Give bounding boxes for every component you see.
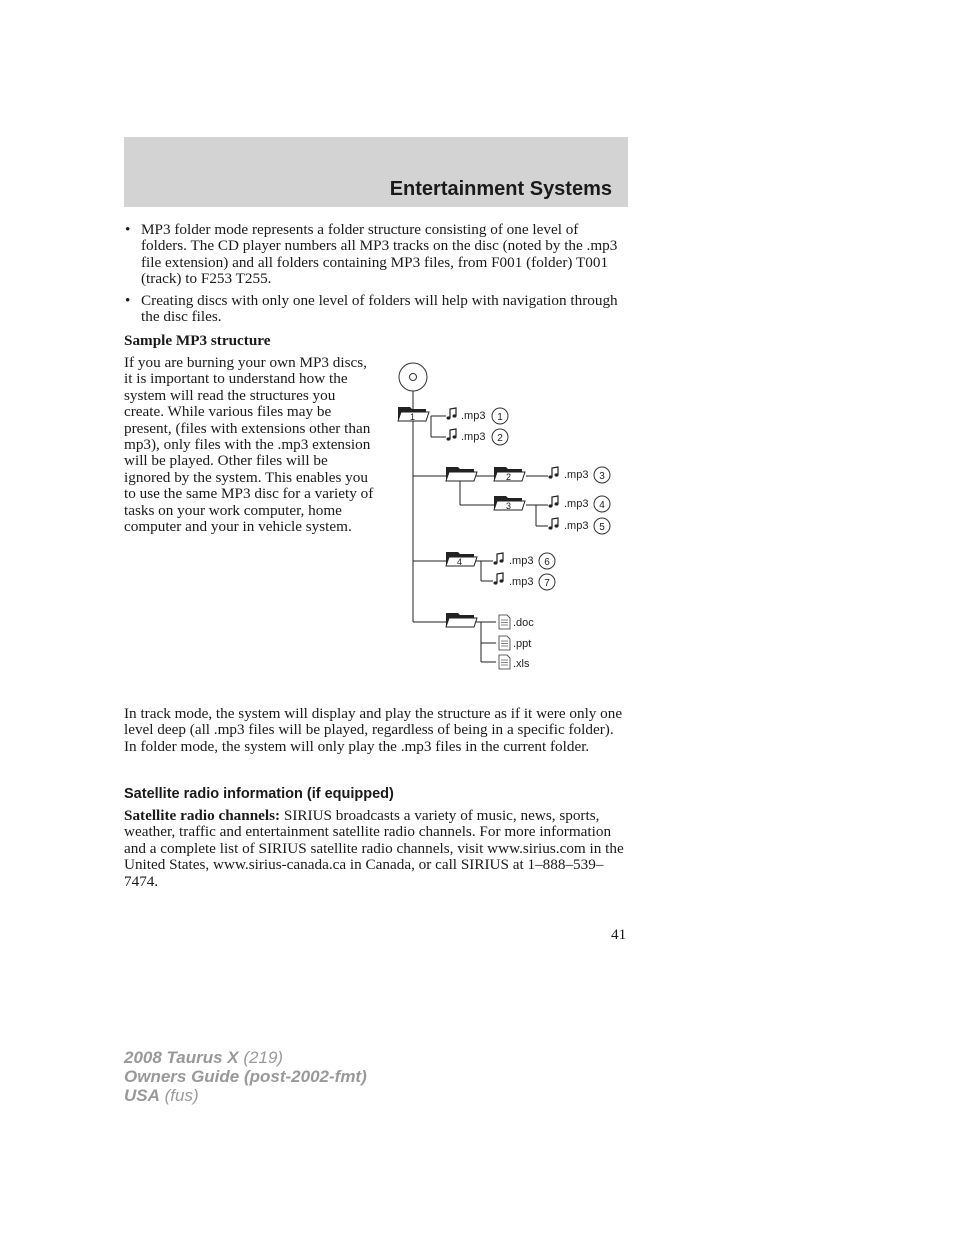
footer-model-code: (219) [238,1048,284,1067]
svg-text:2: 2 [506,472,512,482]
bullet-text: MP3 folder mode represents a folder structure consisting of one level of folders. The CD player numbers all MP3 tracks on the disc (noted by the .mp3 file extension) and all folders containing MP3 files, from F001 (folder) T001 (track) to F253 T255. [141,221,618,288]
folder-icon [446,613,477,627]
svg-text:7: 7 [544,578,550,589]
sample-mp3-heading: Sample MP3 structure [124,332,271,349]
svg-text:6: 6 [544,557,550,568]
xls-file [499,655,530,670]
satellite-paragraph [124,808,628,890]
footer-market: USA [124,1086,160,1105]
svg-text:.xls: .xls [513,658,530,670]
svg-text:.mp3: .mp3 [461,431,486,443]
folder-icon [446,552,477,567]
bullet-marker: • [125,291,131,309]
svg-text:.mp3: .mp3 [509,555,534,567]
doc-file [499,615,534,629]
svg-text:.mp3: .mp3 [509,576,534,588]
satellite-lead: Satellite radio channels: [124,807,281,824]
svg-text:2: 2 [497,433,503,444]
track-mode-paragraph: In track mode, the system will display and play the structure as if it were only one level deep (all .mp3 files will be played, regardless of being in a specific folder). In folder mode, the system will only play the .mp3 files in the current folder. [124,705,623,755]
mp3-file-2 [447,429,509,445]
folder-icon [446,467,477,481]
footer-model: 2008 Taurus X [124,1048,239,1067]
svg-text:.mp3: .mp3 [461,410,486,422]
mp3-file-4 [549,496,611,512]
footer-guide: Owners Guide (post-2002-fmt) [124,1067,367,1086]
svg-text:.doc: .doc [513,617,534,629]
footer-market-code: (fus) [159,1086,199,1105]
bullet-text: Creating discs with only one level of folders will help with navigation through the disc files. [141,291,618,326]
folder-icon [494,496,525,511]
svg-text:1: 1 [497,412,503,423]
footer-imprint [124,1048,367,1105]
svg-text:5: 5 [599,522,605,533]
svg-text:.ppt: .ppt [513,638,532,650]
mp3-file-5 [549,518,611,534]
folder-icon [494,467,525,482]
section-title: Entertainment Systems [389,178,612,200]
mp3-file-6 [494,553,556,569]
page-number: 41 [611,926,627,943]
sample-mp3-paragraph: If you are burning your own MP3 discs, it is important to understand how the system will read the structures you create. While various files may be present, (files with extensions other than mp3), only files with the .mp3 extension will be played. Other files will be ignored by the system. This enables you to use the same MP3 disc for a variety of tasks on your work computer, home computer and your in vehicle system. [124,354,374,536]
svg-text:1: 1 [410,412,416,422]
bullet-marker: • [125,221,131,238]
svg-text:4: 4 [599,500,605,511]
cd-icon [399,363,427,391]
svg-text:.mp3: .mp3 [564,520,589,532]
svg-text:3: 3 [506,501,512,511]
ppt-file [499,636,531,650]
folder-icon [398,407,429,422]
svg-text:.mp3: .mp3 [564,469,589,481]
svg-text:3: 3 [599,471,605,482]
satellite-body: SIRIUS broadcasts a variety of music, news, sports, weather, traffic and entertainment satellite radio channels. For more information and a complete list of SIRIUS satellite radio channels, visit www.sirius.com in the United States, www.sirius-canada.ca in Canada, or call SIRIUS at 1–888–539–7474. [124,807,624,890]
mp3-file-7 [494,573,556,590]
svg-text:.mp3: .mp3 [564,498,589,510]
mp3-file-1 [447,408,509,424]
mp3-file-3 [549,467,611,483]
svg-text:4: 4 [457,557,463,567]
satellite-radio-heading: Satellite radio information (if equipped) [124,786,394,802]
